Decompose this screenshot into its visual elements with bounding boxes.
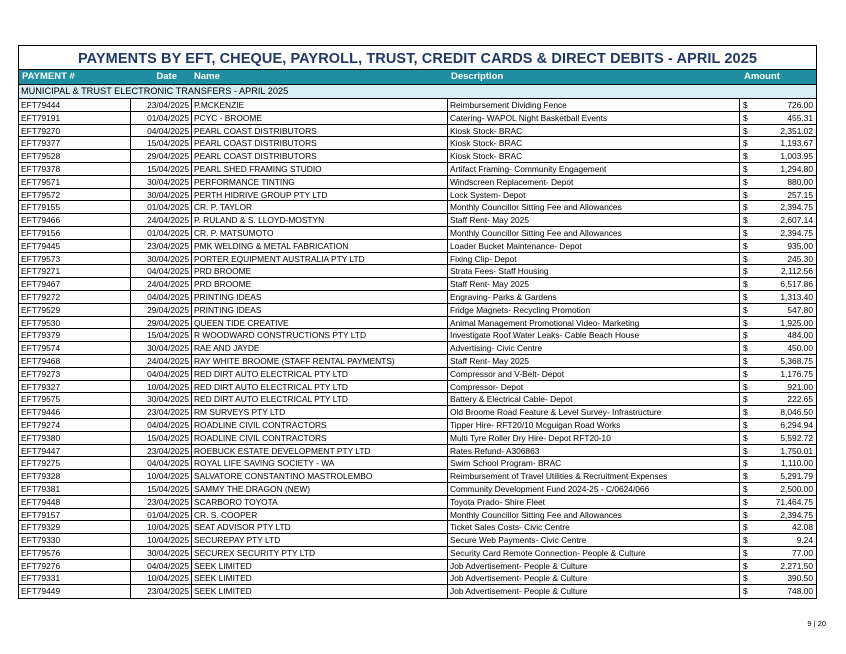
payee-name: PRD BROOME bbox=[191, 265, 448, 277]
payment-description: Advertising- Civic Centre bbox=[448, 342, 740, 354]
table-row bbox=[19, 214, 816, 227]
table-row bbox=[19, 150, 816, 163]
currency-symbol: $ bbox=[743, 471, 748, 482]
payee-name: SEEK LIMITED bbox=[191, 560, 448, 572]
payment-date: 29/04/2025 bbox=[147, 151, 189, 162]
currency-symbol: $ bbox=[743, 458, 748, 469]
payment-amount: 1,003.95 bbox=[780, 151, 813, 162]
payment-description: Fridge Magnets- Recycling Promotion bbox=[448, 304, 740, 316]
currency-symbol: $ bbox=[743, 189, 748, 200]
payment-amount: 2,607.14 bbox=[780, 215, 813, 226]
table-row bbox=[19, 304, 816, 317]
payment-date: 10/04/2025 bbox=[147, 381, 189, 392]
payment-number: EFT79467 bbox=[19, 278, 131, 290]
payment-amount: 6,294.94 bbox=[780, 419, 813, 430]
payment-date: 04/04/2025 bbox=[147, 125, 189, 136]
payment-number: EFT79449 bbox=[19, 585, 131, 598]
payment-amount: 455.31 bbox=[787, 112, 813, 123]
payment-amount: 2,351.02 bbox=[780, 125, 813, 136]
payee-name: SCARBORO TOYOTA bbox=[191, 496, 448, 508]
table-row bbox=[19, 342, 816, 355]
payment-description: Kiosk Stock- BRAC bbox=[448, 150, 740, 162]
payment-number: EFT79378 bbox=[19, 163, 131, 175]
payment-description: Staff Rent- May 2025 bbox=[448, 214, 740, 226]
currency-symbol: $ bbox=[743, 125, 748, 136]
payment-amount: 2,394.75 bbox=[780, 509, 813, 520]
payment-amount: 77.00 bbox=[792, 547, 813, 558]
payment-number: EFT79528 bbox=[19, 150, 131, 162]
payment-amount: 5,368.75 bbox=[780, 355, 813, 366]
payee-name: PEARL COAST DISTRIBUTORS bbox=[191, 125, 448, 137]
currency-symbol: $ bbox=[743, 394, 748, 405]
payee-name: SEEK LIMITED bbox=[191, 572, 448, 584]
payment-date: 30/04/2025 bbox=[147, 343, 189, 354]
table-row bbox=[19, 406, 816, 419]
currency-symbol: $ bbox=[743, 560, 748, 571]
payment-description: Ticket Sales Costs- Civic Centre bbox=[448, 521, 740, 533]
payment-date: 29/04/2025 bbox=[147, 304, 189, 315]
payment-number: EFT79270 bbox=[19, 125, 131, 137]
table-row bbox=[19, 278, 816, 291]
payment-description: Monthly Councillor Sitting Fee and Allowances bbox=[448, 509, 740, 521]
header-date: Date bbox=[156, 71, 177, 82]
payment-amount: 450.00 bbox=[787, 343, 813, 354]
payee-name: SEAT ADVISOR PTY LTD bbox=[191, 521, 448, 533]
table-row bbox=[19, 125, 816, 138]
payment-date: 15/04/2025 bbox=[147, 330, 189, 341]
payment-date: 10/04/2025 bbox=[147, 522, 189, 533]
header-name: Name bbox=[194, 71, 220, 82]
payment-number: EFT79274 bbox=[19, 419, 131, 431]
currency-symbol: $ bbox=[743, 227, 748, 238]
payment-amount: 257.15 bbox=[787, 189, 813, 200]
payment-date: 23/04/2025 bbox=[147, 407, 189, 418]
currency-symbol: $ bbox=[743, 266, 748, 277]
payment-number: EFT79275 bbox=[19, 457, 131, 469]
payee-name: SALVATORE CONSTANTINO MASTROLEMBO bbox=[191, 470, 448, 482]
payment-number: EFT79329 bbox=[19, 521, 131, 533]
currency-symbol: $ bbox=[743, 202, 748, 213]
table-row bbox=[19, 240, 816, 253]
payee-name: SEEK LIMITED bbox=[191, 585, 448, 598]
table-row bbox=[19, 419, 816, 432]
table-row bbox=[19, 137, 816, 150]
currency-symbol: $ bbox=[743, 547, 748, 558]
currency-symbol: $ bbox=[743, 483, 748, 494]
table-row bbox=[19, 163, 816, 176]
payment-amount: 921.00 bbox=[787, 381, 813, 392]
payment-amount: 1,313.40 bbox=[780, 291, 813, 302]
payment-number: EFT79445 bbox=[19, 240, 131, 252]
payment-description: Rates Refund- A306863 bbox=[448, 445, 740, 457]
payment-number: EFT79328 bbox=[19, 470, 131, 482]
payment-date: 24/04/2025 bbox=[147, 355, 189, 366]
payment-amount: 935.00 bbox=[787, 240, 813, 251]
table-body bbox=[19, 99, 816, 598]
payee-name: R WOODWARD CONSTRUCTIONS PTY LTD bbox=[191, 329, 448, 341]
payee-name: PRINTING IDEAS bbox=[191, 291, 448, 303]
payment-date: 15/04/2025 bbox=[147, 163, 189, 174]
payment-amount: 1,176.75 bbox=[780, 368, 813, 379]
payee-name: PEARL COAST DISTRIBUTORS bbox=[191, 137, 448, 149]
payment-amount: 2,271.50 bbox=[780, 560, 813, 571]
payment-description: Swim School Program- BRAC bbox=[448, 457, 740, 469]
payment-amount: 245.30 bbox=[787, 253, 813, 264]
currency-symbol: $ bbox=[743, 112, 748, 123]
payee-name: SECUREPAY PTY LTD bbox=[191, 534, 448, 546]
payment-number: EFT79379 bbox=[19, 329, 131, 341]
payment-number: EFT79573 bbox=[19, 253, 131, 265]
payment-date: 30/04/2025 bbox=[147, 547, 189, 558]
payment-date: 30/04/2025 bbox=[147, 394, 189, 405]
payment-number: EFT79330 bbox=[19, 534, 131, 546]
payee-name: P.MCKENZIE bbox=[191, 99, 448, 111]
currency-symbol: $ bbox=[743, 100, 748, 110]
payment-amount: 2,394.75 bbox=[780, 227, 813, 238]
payment-date: 30/04/2025 bbox=[147, 176, 189, 187]
page-number: 9 | 20 bbox=[807, 619, 826, 628]
payment-amount: 2,112.56 bbox=[781, 266, 813, 277]
payee-name: ROADLINE CIVIL CONTRACTORS bbox=[191, 419, 448, 431]
payment-description: Toyota Prado- Shire Fleet bbox=[448, 496, 740, 508]
payment-number: EFT79448 bbox=[19, 496, 131, 508]
payee-name: RAE AND JAYDE bbox=[191, 342, 448, 354]
table-row bbox=[19, 329, 816, 342]
payee-name: SECUREX SECURITY PTY LTD bbox=[191, 547, 448, 559]
payment-date: 23/04/2025 bbox=[147, 100, 189, 110]
payment-number: EFT79273 bbox=[19, 368, 131, 380]
table-row bbox=[19, 368, 816, 381]
currency-symbol: $ bbox=[743, 291, 748, 302]
section-heading: MUNICIPAL & TRUST ELECTRONIC TRANSFERS - APRIL 2025 bbox=[19, 85, 816, 99]
payee-name: PERTH HIDRIVE GROUP PTY LTD bbox=[191, 189, 448, 201]
payment-number: EFT79272 bbox=[19, 291, 131, 303]
payment-number: EFT79529 bbox=[19, 304, 131, 316]
currency-symbol: $ bbox=[743, 330, 748, 341]
payment-date: 01/04/2025 bbox=[147, 227, 189, 238]
payment-amount: 1,110.00 bbox=[781, 458, 813, 469]
table-row bbox=[19, 509, 816, 522]
payee-name: CR. S. COOPER bbox=[191, 509, 448, 521]
payment-description: Animal Management Promotional Video- Marketing bbox=[448, 317, 740, 329]
payment-date: 29/04/2025 bbox=[147, 317, 189, 328]
payment-description: Monthly Councillor Sitting Fee and Allowances bbox=[448, 201, 740, 213]
payment-description: Tipper Hire- RFT20/10 Mcguigan Road Works bbox=[448, 419, 740, 431]
payee-name: RED DIRT AUTO ELECTRICAL PTY LTD bbox=[191, 381, 448, 393]
payment-date: 30/04/2025 bbox=[147, 189, 189, 200]
currency-symbol: $ bbox=[743, 432, 748, 443]
payment-date: 10/04/2025 bbox=[147, 535, 189, 546]
payee-name: ROYAL LIFE SAVING SOCIETY - WA bbox=[191, 457, 448, 469]
payment-amount: 726.00 bbox=[787, 100, 813, 110]
header-amount: Amount bbox=[744, 71, 780, 82]
payment-date: 24/04/2025 bbox=[147, 279, 189, 290]
report-title: PAYMENTS BY EFT, CHEQUE, PAYROLL, TRUST, CREDIT CARDS & DIRECT DEBITS - APRIL 2025 bbox=[19, 46, 816, 70]
payment-amount: 880.00 bbox=[787, 176, 813, 187]
currency-symbol: $ bbox=[743, 151, 748, 162]
payment-number: EFT79466 bbox=[19, 214, 131, 226]
payment-description: Artifact Framing- Community Engagement bbox=[448, 163, 740, 175]
payment-description: Investigate Roof Water Leaks- Cable Beach House bbox=[448, 329, 740, 341]
currency-symbol: $ bbox=[743, 215, 748, 226]
payee-name: ROEBUCK ESTATE DEVELOPMENT PTY LTD bbox=[191, 445, 448, 457]
payment-amount: 2,500.00 bbox=[780, 483, 813, 494]
payment-description: Job Advertisement- People & Culture bbox=[448, 560, 740, 572]
payee-name: SAMMY THE DRAGON (NEW) bbox=[191, 483, 448, 495]
currency-symbol: $ bbox=[743, 509, 748, 520]
table-row bbox=[19, 227, 816, 240]
payment-description: Catering- WAPOL Night Basketball Events bbox=[448, 112, 740, 124]
payee-name: PERFORMANCE TINTING bbox=[191, 176, 448, 188]
payment-number: EFT79381 bbox=[19, 483, 131, 495]
payment-description: Kiosk Stock- BRAC bbox=[448, 137, 740, 149]
payment-amount: 222.65 bbox=[787, 394, 813, 405]
payment-date: 04/04/2025 bbox=[147, 291, 189, 302]
payee-name: PRD BROOME bbox=[191, 278, 448, 290]
payee-name: RED DIRT AUTO ELECTRICAL PTY LTD bbox=[191, 393, 448, 405]
payee-name: QUEEN TIDE CREATIVE bbox=[191, 317, 448, 329]
payee-name: CR. P. MATSUMOTO bbox=[191, 227, 448, 239]
payment-number: EFT79271 bbox=[19, 265, 131, 277]
header-payment: PAYMENT # bbox=[22, 71, 75, 82]
payment-number: EFT79447 bbox=[19, 445, 131, 457]
payee-name: PEARL SHED FRAMING STUDIO bbox=[191, 163, 448, 175]
table-row bbox=[19, 521, 816, 534]
payment-description: Reimbursement Dividing Fence bbox=[448, 99, 740, 111]
table-row bbox=[19, 201, 816, 214]
payment-amount: 484.00 bbox=[787, 330, 813, 341]
payment-number: EFT79155 bbox=[19, 201, 131, 213]
payee-name: P. RULAND & S. LLOYD-MOSTYN bbox=[191, 214, 448, 226]
payment-amount: 1,193.67 bbox=[780, 138, 813, 149]
currency-symbol: $ bbox=[743, 586, 748, 597]
payment-date: 10/04/2025 bbox=[147, 471, 189, 482]
payment-date: 01/04/2025 bbox=[147, 112, 189, 123]
payment-description: Strata Fees- Staff Housing bbox=[448, 265, 740, 277]
payment-description: Secure Web Payments- Civic Centre bbox=[448, 534, 740, 546]
payee-name: PRINTING IDEAS bbox=[191, 304, 448, 316]
currency-symbol: $ bbox=[743, 163, 748, 174]
table-row bbox=[19, 483, 816, 496]
payment-amount: 1,294.80 bbox=[780, 163, 813, 174]
payment-date: 23/04/2025 bbox=[147, 586, 189, 597]
payment-number: EFT79156 bbox=[19, 227, 131, 239]
currency-symbol: $ bbox=[743, 522, 748, 533]
payment-number: EFT79576 bbox=[19, 547, 131, 559]
payment-description: Job Advertisement- People & Culture bbox=[448, 585, 740, 598]
payment-number: EFT79574 bbox=[19, 342, 131, 354]
table-row bbox=[19, 534, 816, 547]
table-row bbox=[19, 457, 816, 470]
table-row bbox=[19, 189, 816, 202]
table-row bbox=[19, 585, 816, 598]
table-row bbox=[19, 445, 816, 458]
currency-symbol: $ bbox=[743, 445, 748, 456]
payment-amount: 71,464.75 bbox=[775, 496, 813, 507]
currency-symbol: $ bbox=[743, 253, 748, 264]
payment-description: Loader Bucket Maintenance- Depot bbox=[448, 240, 740, 252]
currency-symbol: $ bbox=[743, 343, 748, 354]
payee-name: PCYC - BROOME bbox=[191, 112, 448, 124]
payment-description: Engraving- Parks & Gardens bbox=[448, 291, 740, 303]
payment-number: EFT79377 bbox=[19, 137, 131, 149]
payment-date: 15/04/2025 bbox=[147, 432, 189, 443]
payment-description: Battery & Electrical Cable- Depot bbox=[448, 393, 740, 405]
payment-date: 15/04/2025 bbox=[147, 483, 189, 494]
payment-description: Kiosk Stock- BRAC bbox=[448, 125, 740, 137]
payment-amount: 5,291.79 bbox=[780, 471, 813, 482]
currency-symbol: $ bbox=[743, 368, 748, 379]
table-row bbox=[19, 572, 816, 585]
currency-symbol: $ bbox=[743, 176, 748, 187]
payment-date: 23/04/2025 bbox=[147, 240, 189, 251]
payee-name: RAY WHITE BROOME (STAFF RENTAL PAYMENTS) bbox=[191, 355, 448, 367]
table-row bbox=[19, 112, 816, 125]
payment-amount: 1,925.00 bbox=[780, 317, 813, 328]
payment-description: Compressor and V-Belt- Depot bbox=[448, 368, 740, 380]
payment-number: EFT79572 bbox=[19, 189, 131, 201]
payment-amount: 748.00 bbox=[787, 586, 813, 597]
payment-number: EFT79444 bbox=[19, 99, 131, 111]
payment-number: EFT79191 bbox=[19, 112, 131, 124]
payment-amount: 1,750.01 bbox=[780, 445, 813, 456]
payment-number: EFT79380 bbox=[19, 432, 131, 444]
table-row bbox=[19, 291, 816, 304]
payment-amount: 42.08 bbox=[792, 522, 813, 533]
payment-date: 15/04/2025 bbox=[147, 138, 189, 149]
payment-description: Security Card Remote Connection- People & Culture bbox=[448, 547, 740, 559]
header-description: Description bbox=[451, 71, 504, 82]
payment-date: 01/04/2025 bbox=[147, 509, 189, 520]
payment-description: Staff Rent- May 2025 bbox=[448, 355, 740, 367]
payment-date: 23/04/2025 bbox=[147, 445, 189, 456]
table-row bbox=[19, 265, 816, 278]
table-row bbox=[19, 355, 816, 368]
payment-description: Lock System- Depot bbox=[448, 189, 740, 201]
payment-description: Community Development Fund 2024-25 - C/0624/066 bbox=[448, 483, 740, 495]
payment-date: 24/04/2025 bbox=[147, 215, 189, 226]
payment-description: Windscreen Replacement- Depot bbox=[448, 176, 740, 188]
currency-symbol: $ bbox=[743, 317, 748, 328]
payment-description: Compressor- Depot bbox=[448, 381, 740, 393]
currency-symbol: $ bbox=[743, 355, 748, 366]
payment-amount: 2,394.75 bbox=[780, 202, 813, 213]
payment-number: EFT79468 bbox=[19, 355, 131, 367]
payment-number: EFT79530 bbox=[19, 317, 131, 329]
payee-name: CR. P. TAYLOR bbox=[191, 201, 448, 213]
payment-description: Staff Rent- May 2025 bbox=[448, 278, 740, 290]
table-row bbox=[19, 176, 816, 189]
payment-date: 04/04/2025 bbox=[147, 458, 189, 469]
payment-number: EFT79327 bbox=[19, 381, 131, 393]
table-row bbox=[19, 317, 816, 330]
payee-name: PORTER EQUIPMENT AUSTRALIA PTY LTD bbox=[191, 253, 448, 265]
currency-symbol: $ bbox=[743, 419, 748, 430]
currency-symbol: $ bbox=[743, 496, 748, 507]
payment-amount: 547.80 bbox=[787, 304, 813, 315]
payment-amount: 5,592.72 bbox=[780, 432, 813, 443]
payment-date: 01/04/2025 bbox=[147, 202, 189, 213]
payment-description: Old Broome Road Feature & Level Survey- Infrastructure bbox=[448, 406, 740, 418]
payment-description: Monthly Councillor Sitting Fee and Allowances bbox=[448, 227, 740, 239]
currency-symbol: $ bbox=[743, 381, 748, 392]
payment-description: Job Advertisement- People & Culture bbox=[448, 572, 740, 584]
payments-table bbox=[18, 45, 817, 599]
payment-amount: 6,517.86 bbox=[780, 279, 813, 290]
currency-symbol: $ bbox=[743, 279, 748, 290]
currency-symbol: $ bbox=[743, 573, 748, 584]
table-row bbox=[19, 381, 816, 394]
payment-number: EFT79157 bbox=[19, 509, 131, 521]
payment-date: 04/04/2025 bbox=[147, 560, 189, 571]
payment-date: 04/04/2025 bbox=[147, 419, 189, 430]
table-row bbox=[19, 253, 816, 266]
payment-description: Multi Tyre Roller Dry Hire- Depot RFT20-10 bbox=[448, 432, 740, 444]
payee-name: PEARL COAST DISTRIBUTORS bbox=[191, 150, 448, 162]
payment-description: Fixing Clip- Depot bbox=[448, 253, 740, 265]
currency-symbol: $ bbox=[743, 240, 748, 251]
payment-number: EFT79575 bbox=[19, 393, 131, 405]
payment-number: EFT79571 bbox=[19, 176, 131, 188]
payment-amount: 8,046.50 bbox=[780, 407, 813, 418]
payee-name: PMK WELDING & METAL FABRICATION bbox=[191, 240, 448, 252]
table-row bbox=[19, 547, 816, 560]
payment-description: Reimbursement of Travel Utilities & Recruitment Expenses bbox=[448, 470, 740, 482]
currency-symbol: $ bbox=[743, 407, 748, 418]
table-row bbox=[19, 560, 816, 573]
payment-date: 10/04/2025 bbox=[147, 573, 189, 584]
currency-symbol: $ bbox=[743, 535, 748, 546]
payment-amount: 390.50 bbox=[787, 573, 813, 584]
payment-number: EFT79331 bbox=[19, 572, 131, 584]
currency-symbol: $ bbox=[743, 138, 748, 149]
payment-date: 04/04/2025 bbox=[147, 368, 189, 379]
payment-date: 30/04/2025 bbox=[147, 253, 189, 264]
payee-name: RM SURVEYS PTY LTD bbox=[191, 406, 448, 418]
table-row bbox=[19, 470, 816, 483]
table-header bbox=[19, 70, 816, 85]
payment-number: EFT79276 bbox=[19, 560, 131, 572]
currency-symbol: $ bbox=[743, 304, 748, 315]
table-row bbox=[19, 99, 816, 112]
payment-date: 23/04/2025 bbox=[147, 496, 189, 507]
payment-amount: 9.24 bbox=[796, 535, 813, 546]
payment-date: 04/04/2025 bbox=[147, 266, 189, 277]
payee-name: RED DIRT AUTO ELECTRICAL PTY LTD bbox=[191, 368, 448, 380]
table-row bbox=[19, 393, 816, 406]
payment-number: EFT79446 bbox=[19, 406, 131, 418]
table-row bbox=[19, 496, 816, 509]
payee-name: ROADLINE CIVIL CONTRACTORS bbox=[191, 432, 448, 444]
table-row bbox=[19, 432, 816, 445]
